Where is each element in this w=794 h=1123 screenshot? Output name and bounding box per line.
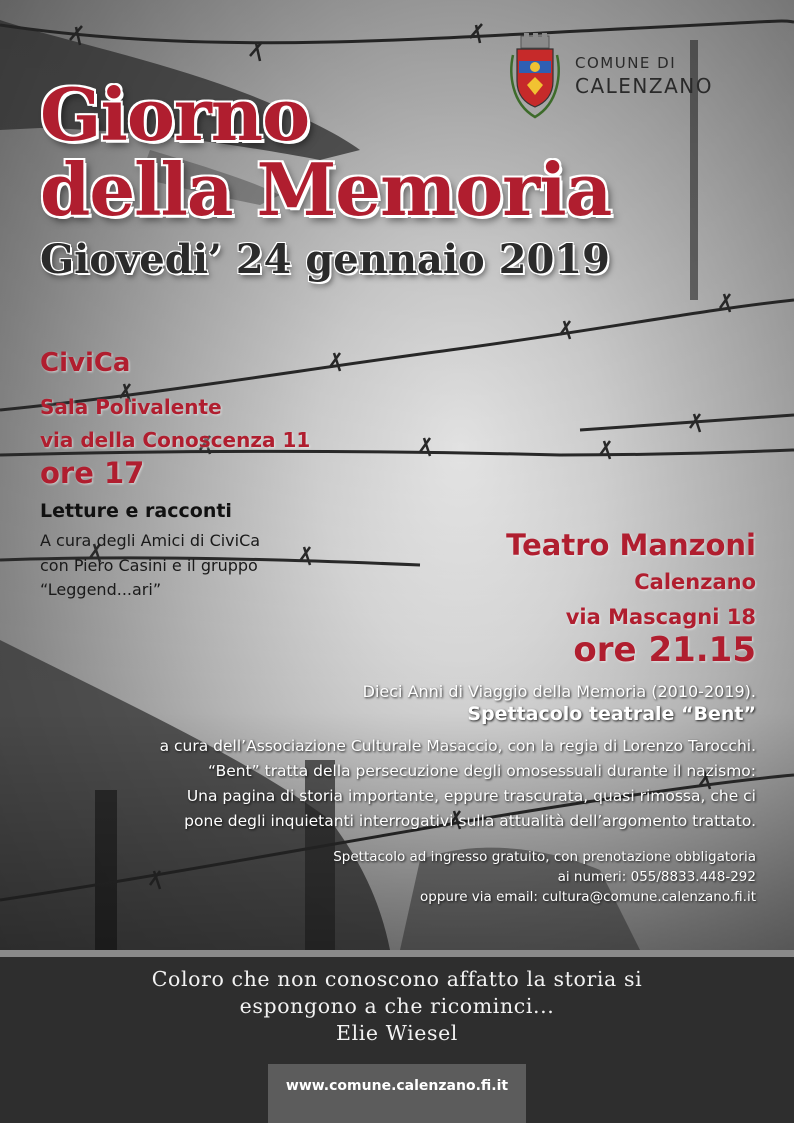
- booking-phone: ai numeri: 055/8833.448-292: [557, 869, 756, 885]
- teatro-time: ore 21.15: [573, 630, 756, 670]
- civica-line: A cura degli Amici di CiviCa: [40, 531, 261, 550]
- civica-line: “Leggend...ari”: [40, 580, 162, 599]
- quote-author: Elie Wiesel: [336, 1021, 458, 1045]
- band-divider: [0, 950, 794, 957]
- teatro-venue: Teatro Manzoni: [506, 528, 756, 562]
- civica-hall: Sala Polivalente: [40, 395, 222, 419]
- civica-address: via della Conoscenza 11: [40, 428, 311, 452]
- teatro-subtitle: Dieci Anni di Viaggio della Memoria (2010-2019).: [362, 682, 756, 701]
- teatro-event-title: Spettacolo teatrale “Bent”: [467, 703, 756, 725]
- comune-logo: [505, 33, 745, 123]
- teatro-city: Calenzano: [634, 570, 756, 594]
- booking-email: oppure via email: cultura@comune.calenzano.fi.it: [420, 889, 756, 905]
- teatro-description-line: Una pagina di storia importante, eppure trascurata, quasi rimossa, che ci: [186, 787, 756, 805]
- teatro-description-line: “Bent” tratta della persecuzione degli omosessuali durante il nazismo:: [208, 762, 756, 780]
- quote-line-2: espongono a che ricominci...: [239, 994, 555, 1018]
- comune-label: COMUNE DI: [575, 54, 677, 72]
- teatro-description-line: a cura dell’Associazione Culturale Masaccio, con la regia di Lorenzo Tarocchi.: [159, 737, 756, 755]
- civica-line: con Piero Casini e il gruppo: [40, 556, 258, 575]
- civica-venue: CiviCa: [40, 348, 131, 378]
- civica-time: ore 17: [40, 456, 145, 490]
- teatro-description-line: pone degli inquietanti interrogativi sulla attualità dell’argomento trattato.: [184, 812, 756, 830]
- quote: [0, 966, 794, 1047]
- civica-event-title: Letture e racconti: [40, 500, 232, 522]
- title-line-2: della Memoria: [40, 147, 612, 232]
- event-date: Giovedi’ 24 gennaio 2019: [40, 236, 610, 283]
- comune-name: CALENZANO: [575, 74, 713, 98]
- title-line-1: Giorno: [40, 72, 310, 157]
- quote-line-1: Coloro che non conoscono affatto la storia si: [151, 967, 643, 991]
- website-link[interactable]: www.comune.calenzano.fi.it: [285, 1078, 509, 1094]
- coat-of-arms-icon: [505, 33, 565, 121]
- booking-info-line: Spettacolo ad ingresso gratuito, con prenotazione obbligatoria: [333, 849, 756, 865]
- teatro-address: via Mascagni 18: [565, 605, 756, 629]
